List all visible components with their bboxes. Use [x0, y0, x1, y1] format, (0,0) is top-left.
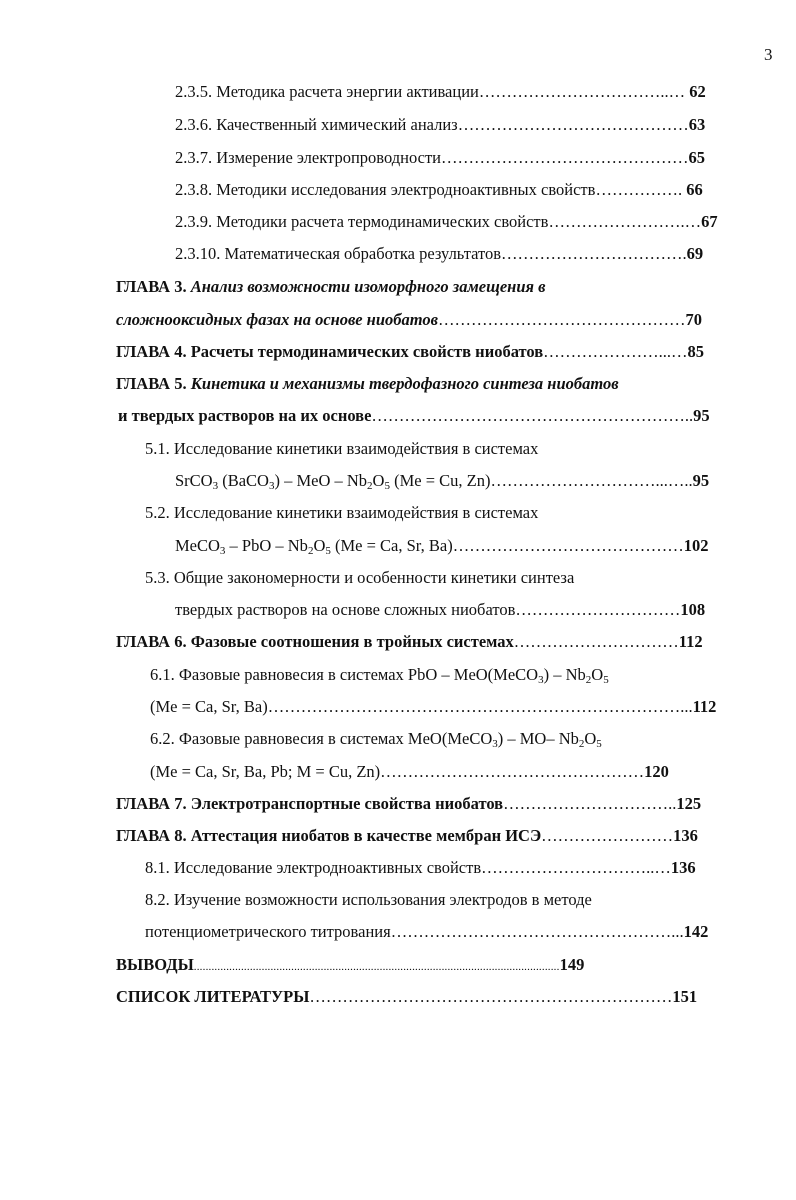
toc-page: 102	[683, 536, 709, 555]
toc-entry-2-3-8[interactable]	[175, 180, 703, 200]
toc-page: 65	[688, 148, 705, 167]
toc-leader: …………………………..…	[481, 858, 671, 877]
toc-references[interactable]	[116, 987, 697, 1007]
toc-leader: ……………………………………………...	[390, 922, 684, 941]
toc-page: 95	[693, 406, 710, 425]
toc-page: 66	[686, 180, 703, 199]
toc-leader: ……………………………..…	[478, 82, 690, 101]
toc-title: 5.3. Общие закономерности и особенности кинетики синтеза	[145, 568, 575, 587]
toc-entry-6-1[interactable]	[150, 665, 609, 685]
toc-page: 125	[676, 794, 702, 813]
toc-title: и твердых растворов на их основе	[118, 406, 372, 425]
toc-leader: …………………………………………………………	[309, 987, 673, 1006]
toc-chapter-5-cont[interactable]	[118, 406, 710, 426]
toc-title: SrCO$_3$ (BaCO$_3$) – MeO – $Nb_2O_5$ (Me = Cu, Zn)	[175, 471, 491, 492]
toc-chapter-3-cont[interactable]	[116, 310, 702, 330]
toc-chapter-5[interactable]	[116, 374, 619, 394]
chapter-label: ГЛАВА 5.	[116, 374, 191, 393]
toc-title: ГЛАВА 6. Фазовые соотношения в тройных системах	[116, 632, 514, 651]
toc-title: 6.1. Фазовые равновесия в системах PbO – MeO(MeCO$_3$) – $Nb_2O_5$	[150, 665, 609, 686]
toc-leader: ……………………	[541, 826, 674, 845]
chapter-label: ГЛАВА 3.	[116, 277, 191, 296]
toc-page: 149	[559, 955, 585, 974]
toc-title: 2.3.10. Математическая обработка результатов	[175, 244, 502, 263]
toc-entry-5-1[interactable]	[145, 439, 538, 459]
toc-title: 6.2. Фазовые равновесия в системах MeO(MeCO$_3$) – MO– $Nb_2O_5$	[150, 729, 602, 750]
toc-entry-2-3-7[interactable]	[175, 148, 705, 168]
toc-leader: …………………………………………………..	[371, 406, 694, 425]
toc-entry-8-2-cont[interactable]	[145, 922, 708, 942]
toc-page: 151	[672, 987, 698, 1006]
toc-chapter-7[interactable]	[116, 794, 701, 814]
toc-title: ВЫВОДЫ	[116, 955, 194, 974]
toc-entry-5-2[interactable]	[145, 503, 538, 523]
toc-entry-8-2[interactable]	[145, 890, 592, 910]
toc-entry-6-2[interactable]	[150, 729, 602, 749]
toc-leader: …………………...…	[543, 342, 688, 361]
toc-leader: …………………………	[513, 632, 679, 651]
toc-title: 2.3.9. Методики расчета термодинамических свойств	[175, 212, 549, 231]
toc-leader: ……………………………………	[452, 536, 684, 555]
toc-entry-2-3-6[interactable]	[175, 115, 705, 135]
toc-entry-2-3-5[interactable]	[175, 82, 706, 102]
toc-leader: ………………………………………	[440, 148, 689, 167]
toc-title: MeCO$_3$ – PbO – $Nb_2O_5$ (Me = Ca, Sr, Ba)	[175, 536, 453, 557]
toc-page: 136	[673, 826, 698, 845]
toc-leader: …………………………..	[503, 794, 677, 813]
toc-leader: ............................................................................................................................	[193, 961, 560, 973]
toc-title: (Me = Ca, Sr, Ba)	[150, 697, 268, 716]
toc-title: 5.1. Исследование кинетики взаимодействия в системах	[145, 439, 539, 458]
toc-entry-5-3[interactable]	[145, 568, 574, 588]
toc-chapter-3[interactable]	[116, 277, 546, 297]
toc-page: 63	[688, 115, 706, 134]
toc-leader: ……………………………………	[457, 115, 689, 134]
toc-page: 67	[701, 212, 718, 231]
toc-title: ГЛАВА 8. Аттестация ниобатов в качестве мембран ИСЭ	[116, 826, 542, 845]
toc-chapter-8[interactable]	[116, 826, 698, 846]
toc-title: 2.3.6. Качественный химический анализ	[175, 115, 458, 134]
toc-leader: …………….	[595, 180, 687, 199]
toc-title: СПИСОК ЛИТЕРАТУРЫ	[116, 987, 310, 1006]
toc-chapter-4[interactable]	[116, 342, 704, 362]
toc-page: 112	[692, 697, 717, 716]
toc-leader: …………………………………………	[380, 762, 645, 781]
toc-title: 2.3.5. Методика расчета энергии активации	[175, 82, 479, 101]
toc-page: 69	[686, 244, 704, 263]
toc-leader: …………………….…	[548, 212, 702, 231]
toc-entry-8-1[interactable]	[145, 858, 696, 878]
toc-entry-2-3-10[interactable]	[175, 244, 703, 264]
toc-title: (Me = Ca, Sr, Ba, Pb; M = Cu, Zn)	[150, 762, 381, 781]
toc-title: потенциометрического титрования	[145, 922, 391, 941]
toc-page: 62	[689, 82, 706, 101]
toc-title: Анализ возможности изоморфного замещения в	[190, 277, 546, 296]
toc-page: 108	[680, 600, 706, 619]
toc-leader: …………………………….	[501, 244, 687, 263]
toc-entry-5-3-cont[interactable]	[175, 600, 705, 620]
toc-entry-2-3-9[interactable]	[175, 212, 718, 232]
toc-leader: …………………………………………………………………...	[267, 697, 693, 716]
toc-page: 70	[685, 310, 702, 329]
toc-leader: …………………………...…..	[490, 471, 693, 490]
toc-entry-5-1-cont[interactable]	[175, 471, 709, 491]
toc-page: 136	[670, 858, 696, 877]
toc-leader: …………………………	[515, 600, 681, 619]
toc-leader: ………………………………………	[437, 310, 686, 329]
toc-title: 8.2. Изучение возможности использования электродов в методе	[145, 890, 592, 909]
toc-title: 8.1. Исследование электродноактивных свойств	[145, 858, 482, 877]
toc-page: 95	[692, 471, 710, 490]
toc-title: 2.3.7. Измерение электропроводности	[175, 148, 441, 167]
toc-page: 120	[644, 762, 669, 781]
toc-title: 5.2. Исследование кинетики взаимодействия в системах	[145, 503, 539, 522]
toc-entry-6-2-cont[interactable]	[150, 762, 669, 782]
toc-chapter-6[interactable]	[116, 632, 703, 652]
toc-title: ГЛАВА 7. Электротранспортные свойства ниобатов	[116, 794, 504, 813]
toc-entry-6-1-cont[interactable]	[150, 697, 716, 717]
toc-title: твердых растворов на основе сложных ниобатов	[175, 600, 516, 619]
toc-title: 2.3.8. Методики исследования электродноактивных свойств	[175, 180, 596, 199]
toc-page: 112	[678, 632, 703, 651]
page-number: 3	[764, 45, 773, 64]
toc-page: 142	[683, 922, 709, 941]
toc-page: 85	[687, 342, 705, 361]
toc-title: Кинетика и механизмы твердофазного синтеза ниобатов	[190, 374, 619, 393]
toc-entry-5-2-cont[interactable]	[175, 536, 708, 556]
toc-title: ГЛАВА 4. Расчеты термодинамических свойств ниобатов	[116, 342, 544, 361]
toc-conclusions[interactable]	[116, 955, 584, 977]
toc-title: сложнооксидных фазах на основе ниобатов	[116, 310, 438, 329]
